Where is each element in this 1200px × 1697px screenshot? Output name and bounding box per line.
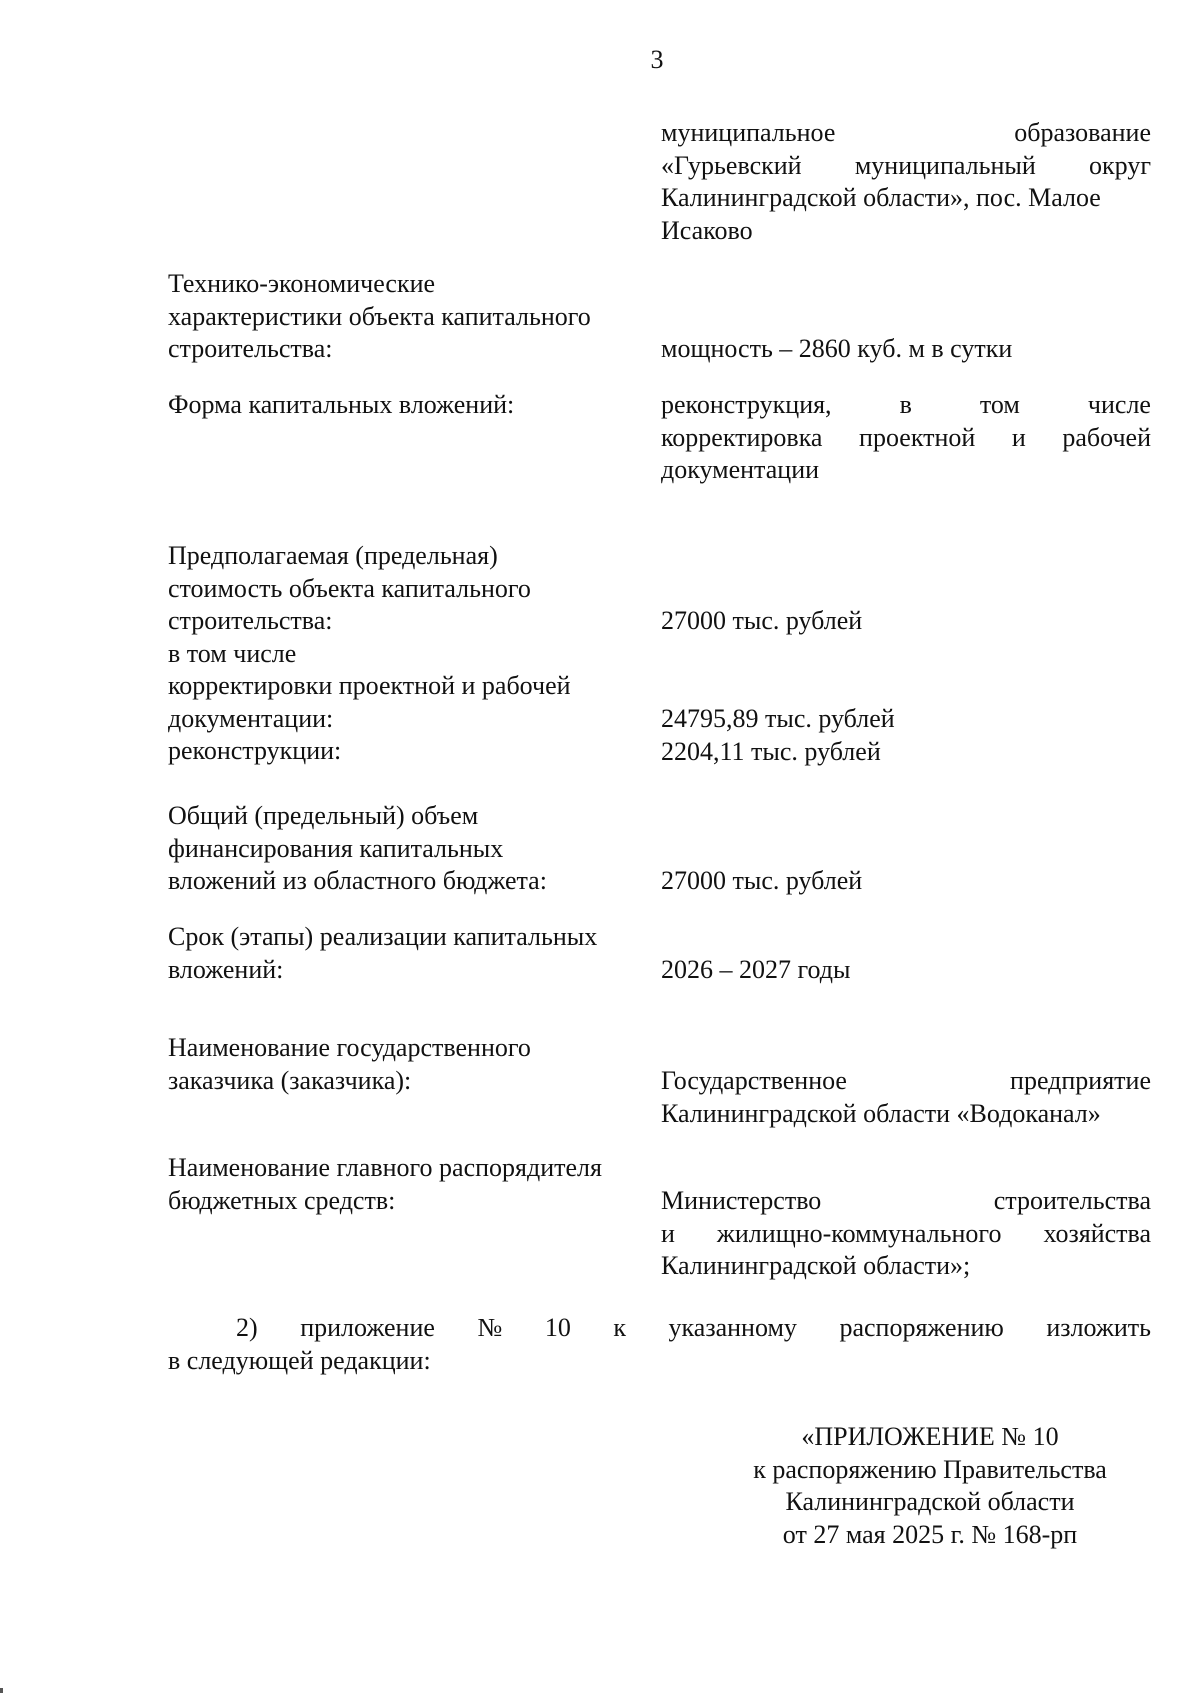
cost-label-line: реконструкции: <box>168 736 342 765</box>
form-word: проектной <box>859 422 976 452</box>
term-value <box>661 954 1151 987</box>
instruction-word: приложение <box>300 1313 435 1342</box>
cost-label-line: в том числе <box>168 638 297 668</box>
customer-value-line-1 <box>661 1065 1151 1098</box>
form-label <box>168 389 648 422</box>
appendix-line: к распоряжению Правительства <box>753 1454 1107 1484</box>
location-line-2 <box>661 150 1151 183</box>
cost-total-value <box>661 605 1151 638</box>
instruction-line-1 <box>236 1312 1151 1345</box>
instruction-word: указанному <box>668 1313 797 1342</box>
manager-value <box>661 1185 1151 1283</box>
form-word: в <box>899 390 912 419</box>
cost-label-line: документации: <box>168 703 334 733</box>
specs-label-line: строительства: <box>168 334 333 363</box>
financing-label-line: Общий (предельный) объем <box>168 801 479 830</box>
form-value-line-1 <box>661 389 1151 422</box>
manager-label-line: Наименование главного распорядителя <box>168 1153 602 1182</box>
financing-label <box>168 800 648 898</box>
cost-label-line: Предполагаемая (предельная) <box>168 541 498 570</box>
customer-value <box>661 1065 1151 1130</box>
cost-breakdown-values <box>661 703 1151 768</box>
financing-value-text: 27000 тыс. рублей <box>661 866 863 895</box>
term-label <box>168 921 648 986</box>
manager-word: жилищно-коммунального <box>716 1218 1002 1248</box>
cost-label-line: стоимость объекта капитального <box>168 573 531 603</box>
manager-word: строительства <box>993 1186 1151 1215</box>
page-number-text: 3 <box>650 45 664 74</box>
appendix-line: Калининградской области <box>785 1487 1075 1516</box>
form-value-line-2 <box>661 422 1151 455</box>
customer-word: предприятие <box>1010 1066 1151 1095</box>
term-label-line: Срок (этапы) реализации капитальных <box>168 922 598 951</box>
appendix-line: от 27 мая 2025 г. № 168-рп <box>782 1519 1078 1549</box>
instruction-word: к <box>613 1313 626 1342</box>
form-value <box>661 389 1151 487</box>
specs-value <box>661 333 1151 366</box>
financing-label-line: вложений из областного бюджета: <box>168 866 547 895</box>
specs-label <box>168 268 648 366</box>
location-word: муниципальное <box>661 118 836 147</box>
customer-label <box>168 1032 648 1097</box>
specs-label-line: характеристики объекта капитального <box>168 301 591 331</box>
location-word: «Гурьевский <box>661 150 802 180</box>
object-location-value <box>661 117 1151 247</box>
location-line-4: Исаково <box>661 215 753 245</box>
location-word: муниципальный <box>854 150 1036 180</box>
instruction-word: распоряжению <box>839 1313 1004 1342</box>
manager-value-line-3: Калининградской области»; <box>661 1251 971 1280</box>
manager-value-line-2 <box>661 1218 1151 1251</box>
manager-label-line: бюджетных средств: <box>168 1185 396 1215</box>
form-word: рабочей <box>1062 422 1151 452</box>
customer-value-line-2: Калининградской области «Водоканал» <box>661 1098 1101 1128</box>
cost-design-docs-text: 24795,89 тыс. рублей <box>661 704 895 733</box>
form-value-line-3: документации <box>661 455 820 484</box>
instruction-word: 2) <box>236 1313 258 1342</box>
instruction-line-2: в следующей редакции: <box>168 1346 431 1375</box>
customer-label-line: Наименование государственного <box>168 1033 531 1062</box>
form-word: числе <box>1087 390 1151 419</box>
financing-value <box>661 865 1151 898</box>
location-word: округ <box>1089 150 1151 180</box>
manager-word: Министерство <box>661 1186 822 1215</box>
instruction-word: 10 <box>544 1313 571 1342</box>
appendix-header <box>720 1421 1140 1551</box>
manager-label <box>168 1152 648 1217</box>
cost-label-line: строительства: <box>168 606 333 635</box>
page-number <box>0 44 1200 77</box>
scan-edge-mark <box>0 1688 3 1693</box>
location-line-3: Калининградской области», пос. Малое <box>661 183 1101 212</box>
specs-label-line: Технико-экономические <box>168 269 436 298</box>
specs-value-text: мощность – 2860 куб. м в сутки <box>661 334 1013 363</box>
customer-label-line: заказчика (заказчика): <box>168 1065 412 1095</box>
cost-reconstruction-text: 2204,11 тыс. рублей <box>661 736 881 766</box>
cost-label <box>168 540 648 768</box>
term-value-text: 2026 – 2027 годы <box>661 955 851 984</box>
manager-word: хозяйства <box>1043 1218 1151 1248</box>
term-label-line: вложений: <box>168 954 284 984</box>
appendix-title: «ПРИЛОЖЕНИЕ № 10 <box>801 1422 1059 1451</box>
form-word: и <box>1011 422 1026 452</box>
form-word: корректировка <box>661 422 823 452</box>
form-label-text: Форма капитальных вложений: <box>168 390 515 419</box>
location-line-1 <box>661 117 1151 150</box>
cost-total-text: 27000 тыс. рублей <box>661 606 863 635</box>
cost-label-line: корректировки проектной и рабочей <box>168 671 571 700</box>
location-word: образование <box>1014 118 1151 147</box>
manager-value-line-1 <box>661 1185 1151 1218</box>
form-word: том <box>979 390 1020 419</box>
instruction-word: изложить <box>1046 1313 1151 1342</box>
instruction-word: № <box>477 1313 503 1342</box>
form-word: реконструкция, <box>661 390 832 419</box>
customer-word: Государственное <box>661 1066 847 1095</box>
manager-word: и <box>661 1218 675 1248</box>
financing-label-line: финансирования капитальных <box>168 833 504 863</box>
